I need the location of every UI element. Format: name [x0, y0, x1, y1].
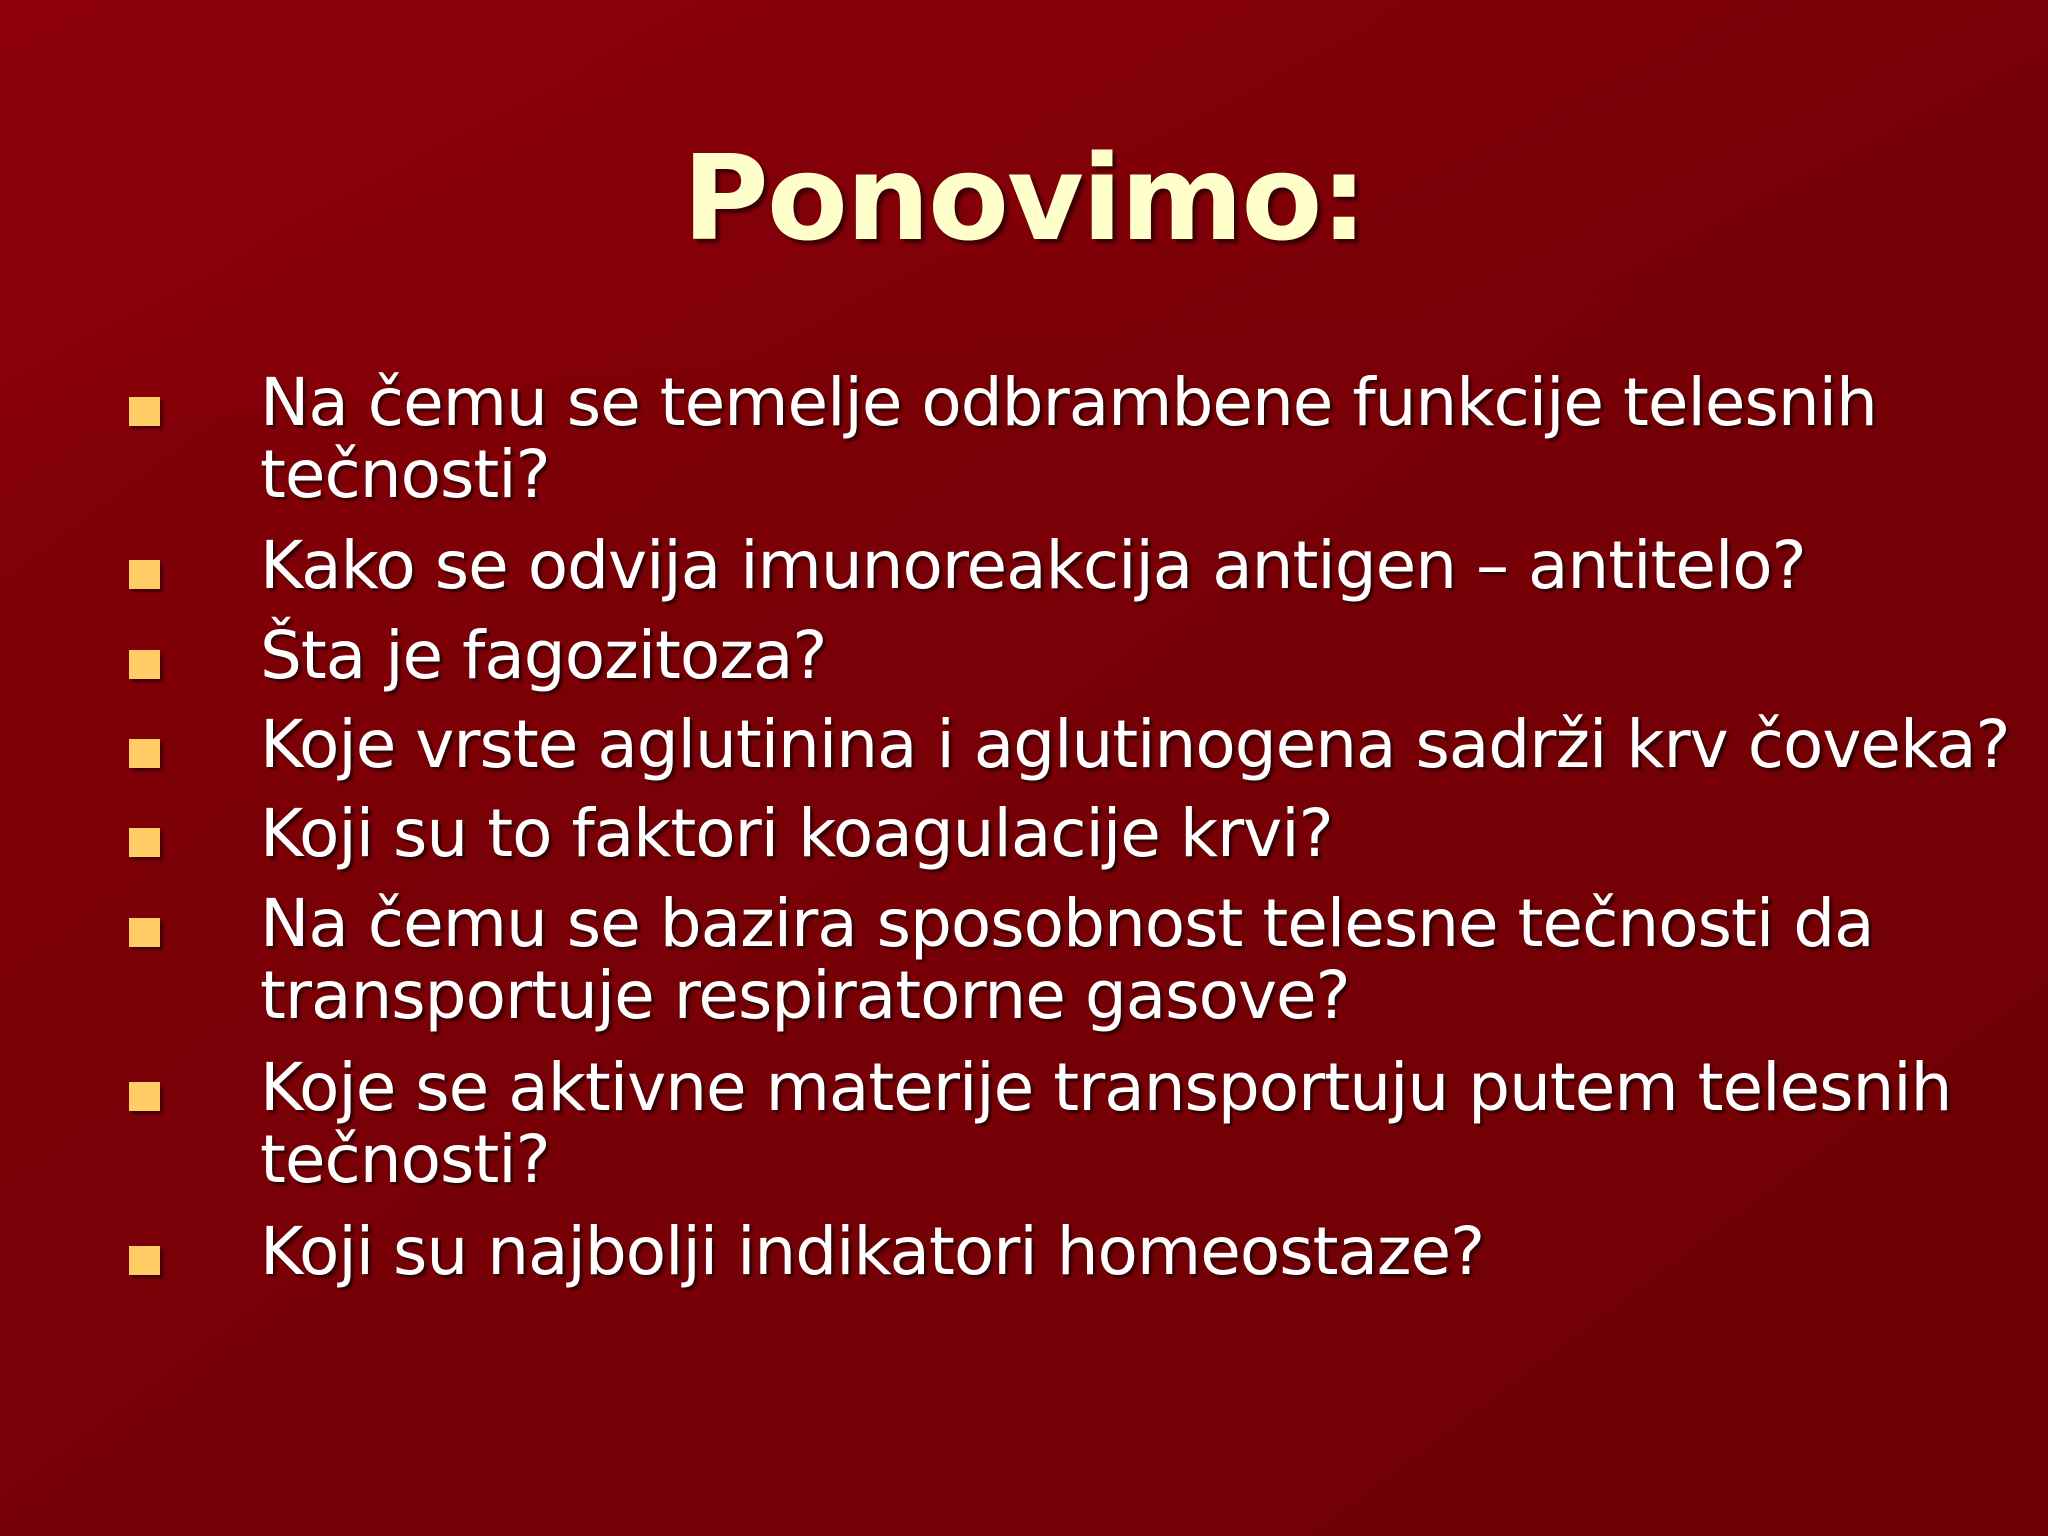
list-item-text: Koji su to faktori koagulacije krvi? — [260, 795, 1333, 872]
list-item-text: Šta je fagozitoza? — [260, 617, 827, 694]
square-bullet-icon — [129, 397, 160, 426]
square-bullet-icon — [129, 828, 160, 857]
list-item-text: Koje vrste aglutinina i aglutinogena sadrži krv čoveka? — [260, 706, 2010, 783]
list-item-text: Na čemu se bazira sposobnost telesne tečnosti da transportuje respiratorne gasove? — [260, 885, 1874, 1034]
square-bullet-icon — [129, 650, 160, 679]
list-item-text: Na čemu se temelje odbrambene funkcije telesnih tečnosti? — [260, 364, 1877, 513]
list-item-text: Koji su najbolji indikatori homeostaze? — [260, 1213, 1485, 1290]
square-bullet-icon — [129, 560, 160, 589]
list-item-text: Kako se odvija imunoreakcija antigen – antitelo? — [260, 527, 1806, 604]
square-bullet-icon — [129, 739, 160, 768]
list-item-text: Koje se aktivne materije transportuju putem telesnih tečnosti? — [260, 1049, 1952, 1198]
square-bullet-icon — [129, 1082, 160, 1111]
slide-title: Ponovimo: — [682, 129, 1366, 267]
square-bullet-icon — [129, 918, 160, 947]
square-bullet-icon — [129, 1246, 160, 1275]
